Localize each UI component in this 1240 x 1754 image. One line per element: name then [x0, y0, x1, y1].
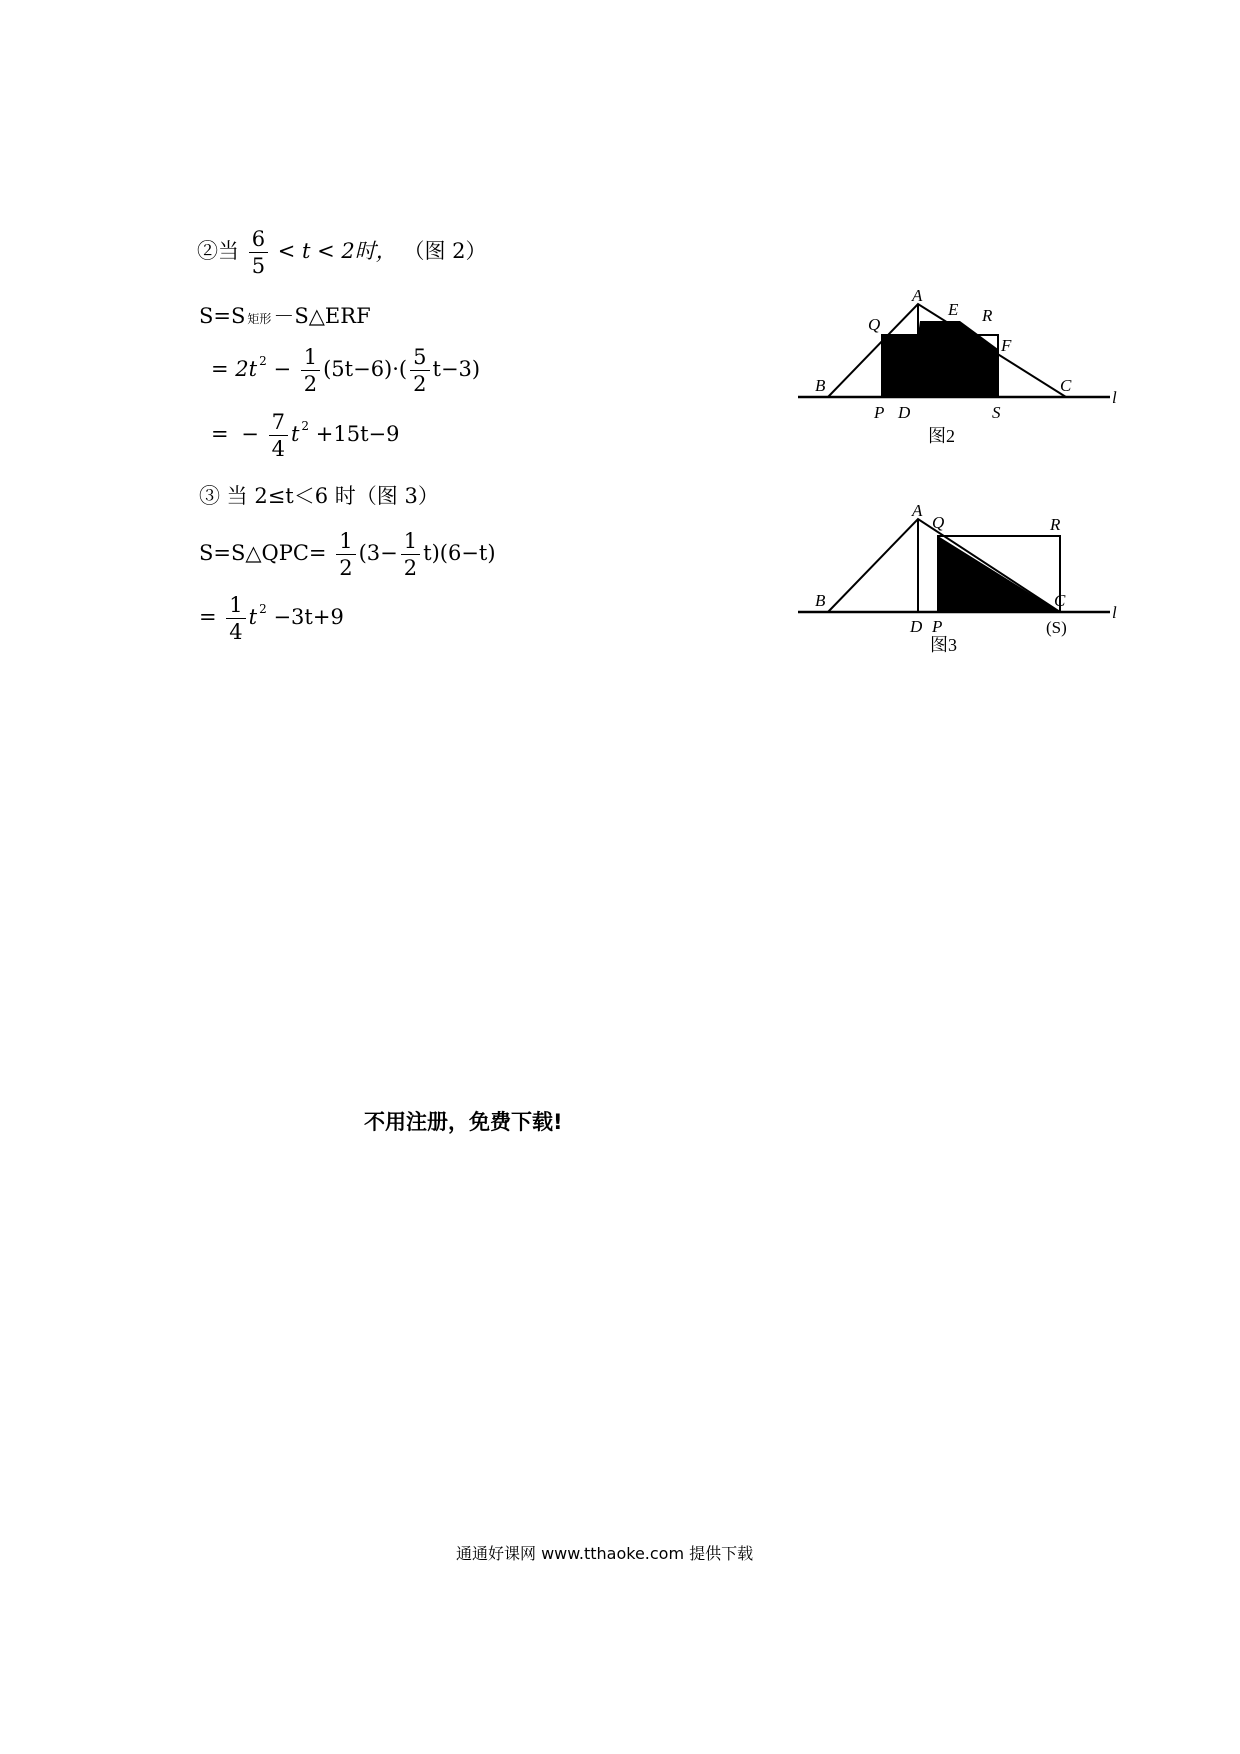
figure-2	[790, 285, 1130, 450]
fraction: $\frac{1}{4}$	[226, 594, 245, 643]
label-P: P	[932, 617, 943, 636]
case2-condition	[197, 228, 487, 277]
label-S: S	[992, 403, 1001, 422]
label-A: A	[912, 501, 923, 520]
figure-caption: 图3	[930, 635, 957, 655]
rect-subscript: 矩形	[247, 312, 272, 326]
footer-text: 通通好课网 www.tthaoke.com 提供下载	[456, 1544, 754, 1563]
case2-marker: ②当	[197, 239, 239, 264]
fraction: $\frac{1}{2}$	[401, 530, 420, 579]
label-S: (S)	[1046, 618, 1067, 637]
label-D: D	[898, 403, 911, 422]
label-Q: Q	[868, 315, 881, 334]
case2-result: = − $\frac{7}{4}$ t $^2$ +15t−9	[211, 410, 400, 462]
label-R: R	[982, 306, 993, 325]
case3-result: = $\frac{1}{4}$ t $^2$ −3t+9	[199, 593, 344, 645]
label-B: B	[815, 376, 826, 395]
label-l: l	[1112, 388, 1117, 407]
case3-condition: ③ 当 2≤t＜6 时（图 3）	[199, 484, 439, 508]
label-l: l	[1112, 603, 1117, 622]
inequality: < t < 2时，	[277, 239, 397, 264]
label-C: C	[1060, 376, 1072, 395]
label-E: E	[948, 300, 959, 319]
label-Q: Q	[932, 513, 945, 532]
label-F: F	[1001, 336, 1012, 355]
label-A: A	[912, 286, 923, 305]
promo-text: 不用注册，免费下载!	[364, 1110, 563, 1134]
figure-3	[790, 500, 1130, 660]
figure-reference: （图 2）	[403, 239, 487, 264]
fraction: $\frac{1}{2}$	[336, 530, 355, 579]
case2-expansion: = 2t $^2$ − $\frac{1}{2}$ (5t−6)·( $\frac{5}{2}$ t−3)	[211, 345, 481, 397]
case2-area-definition: S=S 矩形－S△ERF	[199, 304, 371, 328]
label-P: P	[874, 403, 885, 422]
label-C: C	[1054, 591, 1066, 610]
case3-area-definition: S=S△QPC= $\frac{1}{2}$ (3− $\frac{1}{2}$ t)(6−t)	[199, 529, 496, 581]
figure-caption: 图2	[928, 426, 955, 446]
label-B: B	[815, 591, 826, 610]
fraction: $\frac{6}{5}$	[249, 228, 268, 277]
fraction: $\frac{1}{2}$	[301, 346, 320, 395]
fraction: $\frac{7}{4}$	[269, 411, 288, 460]
label-R: R	[1050, 515, 1061, 534]
fraction: $\frac{5}{2}$	[410, 346, 429, 395]
label-D: D	[910, 617, 923, 636]
shaded-region	[882, 321, 998, 397]
